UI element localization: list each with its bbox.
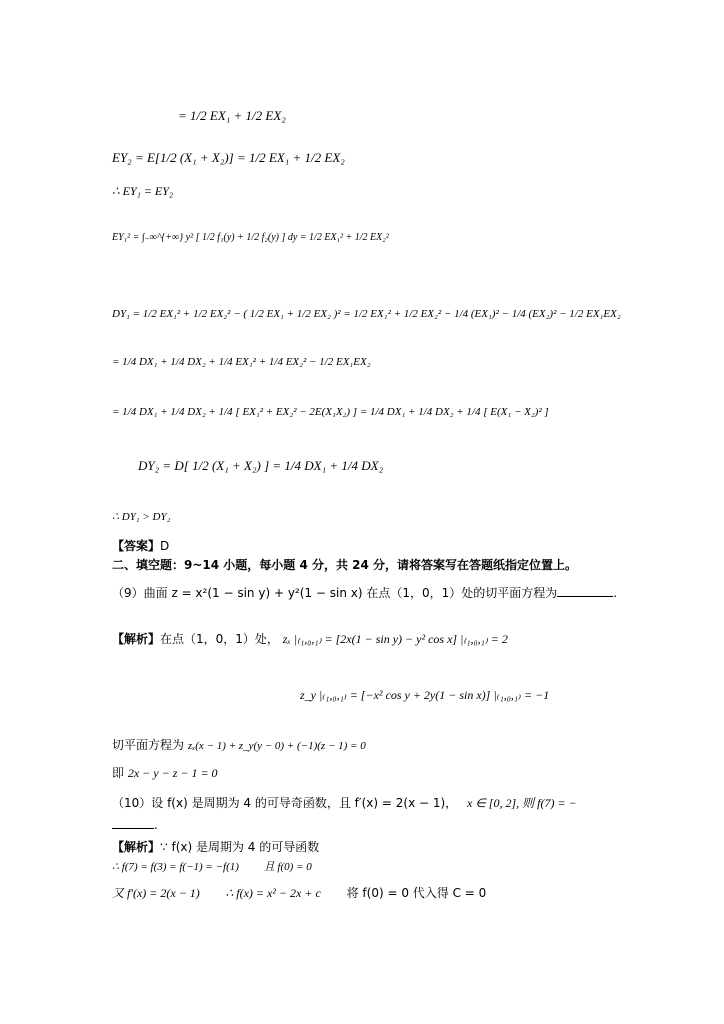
equation-line-1: = 1/2 EX₁ + 1/2 EX₂ xyxy=(178,108,286,123)
equation-line-3: ∴ EY₁ = EY₂ xyxy=(112,184,174,198)
answer-line xyxy=(112,537,169,554)
answer-label: 【答案】 xyxy=(112,539,161,553)
equation-line-2: EY₂ = E[1/2 (X₁ + X₂)] = 1/2 EX₁ + 1/2 EX₂ xyxy=(112,150,345,165)
partial-zx: zₓ |₍₁,₀,₁₎ = [2x(1 − sin y) − y² cos x] |₍₁,₀,₁₎ = 2 xyxy=(282,632,508,646)
simplified-equation: 2x − y − z − 1 = 0 xyxy=(127,766,218,780)
equation-line-4: EY₁² = ∫₋∞^{+∞} y² [ 1/2 f₁(y) + 1/2 f₂(y) ] dy = 1/2 EX₁² + 1/2 EX₂² xyxy=(112,232,389,243)
odd-condition: 且 f(0) = 0 xyxy=(263,861,312,873)
constant-result: 将 f(0) = 0 代入得 C = 0 xyxy=(346,886,487,900)
question-10-text: （10）设 f(x) 是周期为 4 的可导奇函数，且 f′(x) = 2(x − 1)， xyxy=(112,796,458,810)
tangent-plane-equation: zₓ(x − 1) + z_y(y − 0) + (−1)(z − 1) = 0 xyxy=(187,740,366,752)
equation-line-5: DY₁ = 1/2 EX₁² + 1/2 EX₂² − ( 1/2 EX₁ + 1/2 EX₂ )² = 1/2 EX₁² + 1/2 EX₂² − 1/4 (EX₁)² − 1/4 (EX₂)² − 1/2 EX₁EX₂ xyxy=(112,308,621,320)
integration-line xyxy=(112,884,486,901)
periodicity-equation: ∴ f(7) = f(3) = f(−1) = −f(1) xyxy=(112,861,239,873)
analysis-label: 【解析】 xyxy=(112,632,161,646)
answer-blank-10 xyxy=(112,827,154,829)
simplified-label: 即 xyxy=(112,766,125,780)
partial-zy: z_y |₍₁,₀,₁₎ = [−x² cos y + 2y(1 − sin x)] |₍₁,₀,₁₎ = −1 xyxy=(300,688,550,702)
tangent-plane-line xyxy=(112,736,366,753)
section-heading: 二、填空题：9~14 小题，每小题 4 分，共 24 分，请将答案写在答题纸指定位置上。 xyxy=(112,558,578,572)
analysis-10 xyxy=(112,838,319,855)
question-10-blank-line xyxy=(112,818,158,832)
equation-line-6: = 1/4 DX₁ + 1/4 DX₂ + 1/4 EX₁² + 1/4 EX₂² − 1/2 EX₁EX₂ xyxy=(112,356,371,368)
analysis-10-label: 【解析】 xyxy=(112,840,161,854)
answer-value: D xyxy=(160,539,170,553)
equation-line-8: DY₂ = D[ 1/2 (X₁ + X₂) ] = 1/4 DX₁ + 1/4 DX₂ xyxy=(138,458,384,473)
analysis-10-text: ∵ f(x) 是周期为 4 的可导函数 xyxy=(160,840,320,854)
question-10-end: . xyxy=(154,818,158,832)
equation-line-7: = 1/4 DX₁ + 1/4 DX₂ + 1/4 [ EX₁² + EX₂² − 2E(X₁X₂) ] = 1/4 DX₁ + 1/4 DX₂ + 1/4 [ E(X₁ − X₂)² ] xyxy=(112,406,549,418)
answer-blank-9 xyxy=(557,595,613,597)
tangent-plane-label: 切平面方程为 xyxy=(112,738,185,752)
question-9-end: . xyxy=(613,586,618,600)
question-10 xyxy=(112,794,577,811)
simplified-line xyxy=(112,764,218,781)
analysis-9 xyxy=(112,630,508,647)
analysis-9-text: 在点（1，0，1）处， xyxy=(160,632,279,646)
derivative-given: 又 f′(x) = 2(x − 1) xyxy=(112,886,200,900)
periodicity-line xyxy=(112,858,312,874)
question-9 xyxy=(112,584,617,601)
question-10-domain: x ∈ [0, 2], 则 f(7) = − xyxy=(467,796,577,810)
equation-line-9: ∴ DY₁ > DY₂ xyxy=(112,511,171,523)
antiderivative: ∴ f(x) = x² − 2x + c xyxy=(225,886,321,900)
question-9-text: （9）曲面 z = x²(1 − sin y) + y²(1 − sin x) 在点（1，0，1）处的切平面方程为 xyxy=(112,586,558,600)
